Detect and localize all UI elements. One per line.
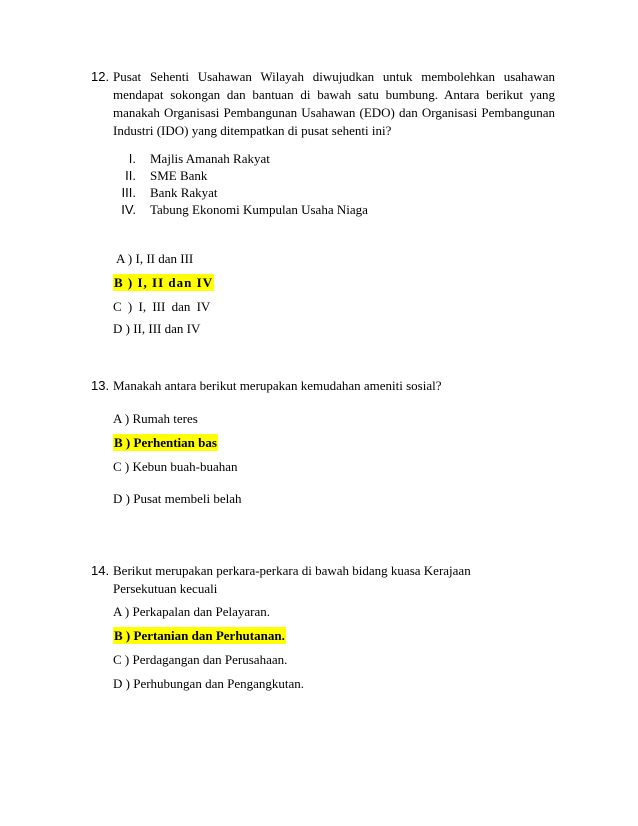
option-label: A ) Rumah teres: [113, 411, 198, 426]
option-d[interactable]: [113, 490, 242, 508]
option-b-correct[interactable]: [113, 627, 286, 645]
roman-item-text: SME Bank: [150, 168, 208, 183]
option-label: C ) Perdagangan dan Perusahaan.: [113, 652, 288, 667]
roman-item-text: Majlis Amanah Rakyat: [150, 151, 270, 166]
option-a[interactable]: [113, 410, 198, 428]
roman-numeral: III.: [121, 185, 136, 200]
option-label: D ) Pusat membeli belah: [113, 491, 242, 506]
question-text: Manakah antara berikut merupakan kemudahan ameniti sosial?: [113, 378, 442, 393]
highlighted-answer: B ) Perhentian bas: [114, 435, 217, 450]
option-c[interactable]: [113, 651, 287, 669]
option-d[interactable]: [113, 320, 200, 338]
highlighted-answer: B ) I, II dan IV: [114, 275, 214, 290]
roman-numeral: IV.: [121, 202, 136, 217]
option-a[interactable]: [113, 603, 270, 621]
option-c[interactable]: [113, 458, 238, 476]
option-label: C ) Kebun buah-buahan: [113, 459, 238, 474]
option-b-correct[interactable]: [113, 434, 218, 452]
question-text: Pusat Sehenti Usahawan Wilayah diwujudkan untuk membolehkan usahawan mendapat sokongan dan bantuan di bawah satu bumbung. Antara berikut yang manakah Organisasi Pembangunan Usahawan (EDO) dan Organisasi Pembangunan Industri (IDO) yang ditempatkan di pusat sehenti ini?: [113, 69, 555, 138]
question-number: 12.: [91, 69, 110, 84]
roman-item-text: Bank Rakyat: [150, 185, 218, 200]
roman-item-text: Tabung Ekonomi Kumpulan Usaha Niaga: [150, 202, 368, 217]
question-14: [91, 562, 555, 598]
option-b-correct[interactable]: [113, 274, 214, 292]
option-label: A ) I, II dan III: [116, 251, 194, 266]
question-text: Berikut merupakan perkara-perkara di bawah bidang kuasa Kerajaan Persekutuan kecuali: [113, 563, 471, 596]
roman-numeral: I.: [128, 151, 136, 166]
question-number: 14.: [91, 563, 110, 578]
option-d[interactable]: [113, 675, 304, 693]
roman-numeral: II.: [125, 168, 136, 183]
option-a[interactable]: [116, 250, 193, 268]
question-13: [91, 377, 555, 395]
option-label: D ) Perhubungan dan Pengangkutan.: [113, 676, 304, 691]
option-label: D ) II, III dan IV: [113, 321, 201, 336]
question-12: [91, 68, 555, 140]
option-label: A ) Perkapalan dan Pelayaran.: [113, 604, 271, 619]
highlighted-answer: B ) Pertanian dan Perhutanan.: [114, 628, 285, 643]
option-label: C ) I, III dan IV: [113, 299, 211, 314]
question-number: 13.: [91, 378, 110, 393]
option-c[interactable]: [113, 298, 210, 316]
